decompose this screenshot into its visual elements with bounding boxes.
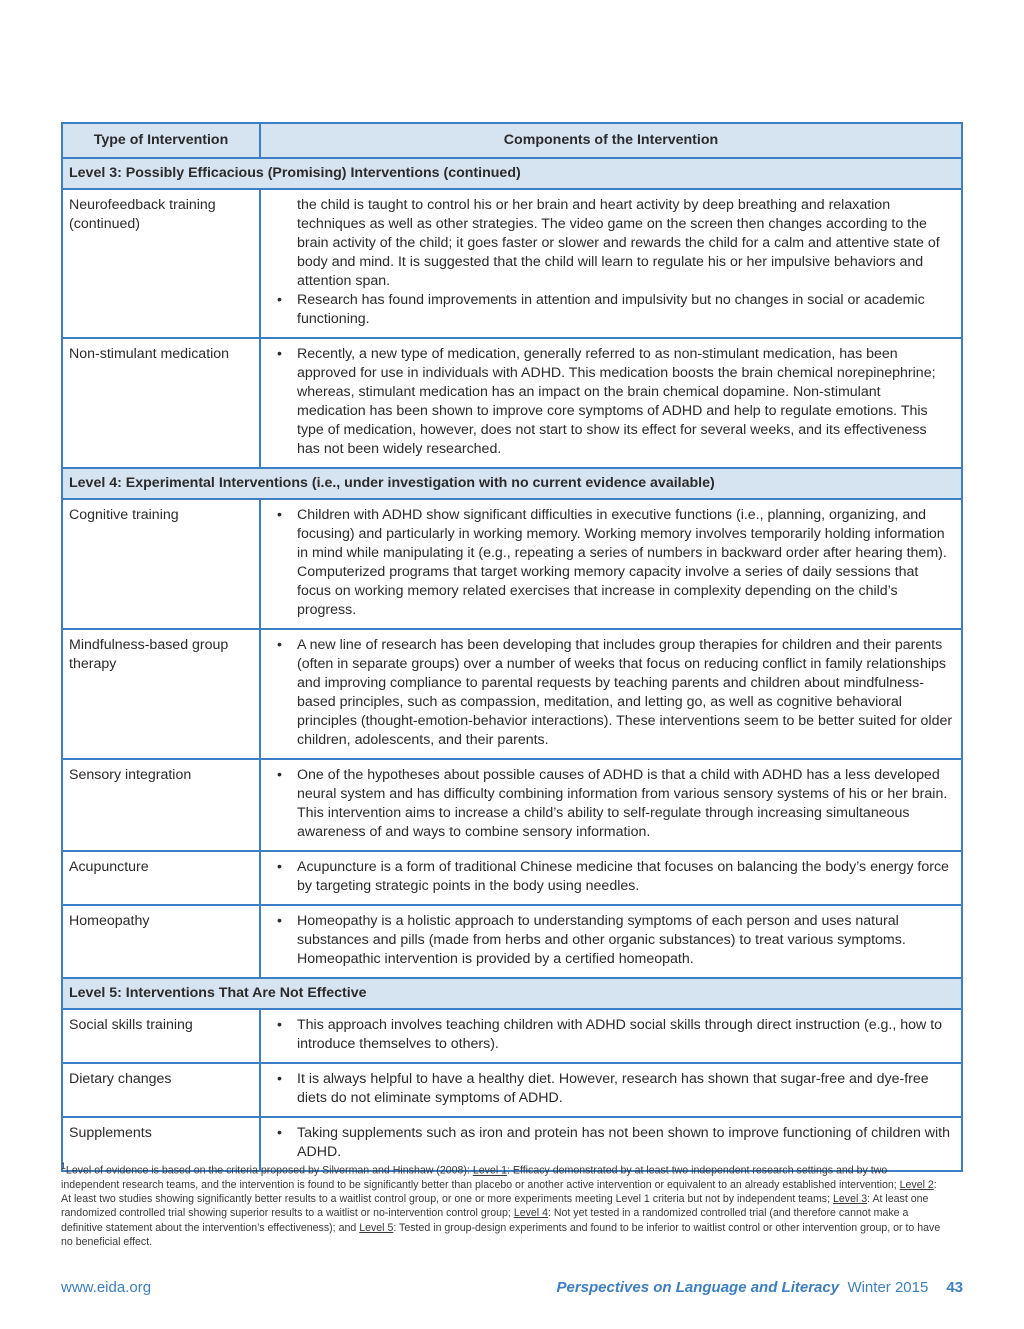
row-type: Mindfulness-based group therapy xyxy=(62,629,260,759)
footer-publication xyxy=(556,1279,963,1296)
table-row xyxy=(62,338,962,468)
row-type: Acupuncture xyxy=(62,851,260,905)
level-4-title: Level 4: Experimental Interventions (i.e., under investigation with no current evidence available) xyxy=(62,468,962,499)
row-components xyxy=(260,905,962,978)
row-components xyxy=(260,499,962,629)
level-3-title: Level 3: Possibly Efficacious (Promising) Interventions (continued) xyxy=(62,158,962,189)
component-text: the child is taught to control his or her brain and heart activity by deep breathing and relaxation techniques as well as other strategies. The video game on the screen then changes according to the brain activity of the child; it goes faster or slower and rewards the child for a calm and attentive state of body and mind. It is suggested that the child will learn to regulate his or her impulsive behaviors and attention span. xyxy=(297,197,940,289)
component-bullet: • Acupuncture is a form of traditional Chinese medicine that focuses on balancing the body’s energy force by targeting strategic points in the body using needles. xyxy=(275,858,953,896)
row-components xyxy=(260,1009,962,1063)
intervention-table xyxy=(61,122,963,1172)
component-bullet: • Homeopathy is a holistic approach to understanding symptoms of each person and uses natural substances and pills (made from herbs and other organic substances) to treat various symptoms. Homeopathic intervention is provided by a certified homeopath. xyxy=(275,912,953,969)
component-bullet: • One of the hypotheses about possible causes of ADHD is that a child with ADHD has a less developed neural system and has difficulty combining information from various sensory systems of his or her brain. This intervention aims to increase a child’s ability to self-regulate through increasing simultaneous awareness of and ways to combine sensory information. xyxy=(275,766,953,842)
table-row xyxy=(62,189,962,338)
footnote-level-2: Level 2 xyxy=(899,1178,934,1191)
table-row xyxy=(62,851,962,905)
row-components xyxy=(260,759,962,851)
row-type: Homeopathy xyxy=(62,905,260,978)
footer-journal: Perspectives on Language and Literacy xyxy=(556,1279,840,1296)
component-bullet: • Research has found improvements in attention and impulsivity but no changes in social or academic functioning. xyxy=(275,291,953,329)
row-type: Cognitive training xyxy=(62,499,260,629)
component-bullet: • A new line of research has been developing that includes group therapies for children and their parents (often in separate groups) over a number of weeks that focus on reducing conflict in family relationships and improving compliance to parental requests by teaching parents and children about mindfulness-based principles, such as compassion, meditation, and letting go, as well as cognitive behavioral principles (thought-emotion-behavior interactions). These interventions seem to be better suited for older children, adolescents, and their parents. xyxy=(275,636,953,750)
footnote-marker: 1 xyxy=(61,1161,66,1171)
row-components xyxy=(260,851,962,905)
footnote-level-1-text: : Efficacy demonstrated by at least two independent research settings and by two independent research teams, and the intervention is found to be significantly better than placebo or another active intervention or equivalent to an already established intervention; xyxy=(61,1164,900,1191)
footnote-level-5-text: : Tested in group-design experiments and found to be inferior to waitlist control or other intervention group, or to have no beneficial effect. xyxy=(61,1221,941,1249)
level-5-title: Level 5: Interventions That Are Not Effective xyxy=(62,978,962,1009)
table-header-row xyxy=(62,123,962,158)
footnote-level-4: Level 4 xyxy=(513,1207,548,1220)
row-components xyxy=(260,1063,962,1117)
level-5-row xyxy=(62,978,962,1009)
page-number: 43 xyxy=(946,1279,963,1296)
footnote xyxy=(61,1159,941,1249)
table-row xyxy=(62,759,962,851)
footnote-level-3: Level 3 xyxy=(832,1193,868,1206)
footnote-level-3-text: : At least one randomized controlled trial showing superior results to a waitlist or no-intervention control group; xyxy=(61,1193,929,1220)
row-type: Supplements xyxy=(62,1117,260,1171)
row-components xyxy=(260,629,962,759)
footnote-level-2-text: : At least two studies showing significantly better results to a waitlist control group, or one or more experiments meeting Level 1 criteria but not by independent teams; xyxy=(61,1178,937,1206)
row-components xyxy=(260,338,962,468)
level-4-row xyxy=(62,468,962,499)
row-type: Dietary changes xyxy=(62,1063,260,1117)
header-components: Components of the Intervention xyxy=(260,123,962,158)
table-row xyxy=(62,905,962,978)
footer-url[interactable]: www.eida.org xyxy=(61,1279,152,1296)
intervention-table-wrap xyxy=(61,122,963,1172)
component-bullet: • Recently, a new type of medication, generally referred to as non-stimulant medication, has been approved for use in individuals with ADHD. This medication boosts the brain chemical norepinephrine; whereas, stimulant medication has an impact on the brain chemical dopamine. Non-stimulant medication has been shown to improve core symptoms of ADHD and help to regulate emotions. This type of medication, however, does not start to show its effect for several weeks, and its effectiveness has not been widely researched. xyxy=(275,345,953,459)
row-type: Sensory integration xyxy=(62,759,260,851)
row-type: Non-stimulant medication xyxy=(62,338,260,468)
row-components xyxy=(260,189,962,338)
footnote-intro: Level of evidence is based on the criteria proposed by Silverman and Hinshaw (2008): xyxy=(65,1164,473,1177)
header-type: Type of Intervention xyxy=(62,123,260,158)
component-bullet: • Children with ADHD show significant difficulties in executive functions (i.e., planning, organizing, and focusing) and particularly in working memory. Working memory involves temporarily holding information in mind while manipulating it (e.g., repeating a series of numbers in backward order after hearing them). Computerized programs that target working memory capacity involve a series of daily sessions that focus on working memory related exercises that increase in complexity depending on the child’s progress. xyxy=(275,506,953,620)
table-row xyxy=(62,1063,962,1117)
page-footer xyxy=(61,1279,963,1303)
table-row xyxy=(62,1009,962,1063)
table-row xyxy=(62,499,962,629)
component-bullet: • Taking supplements such as iron and protein has not been shown to improve functioning of children with ADHD. xyxy=(275,1124,953,1162)
footnote-level-1: Level 1 xyxy=(472,1164,508,1177)
row-type: Neurofeedback training (continued) xyxy=(62,189,260,338)
component-bullet: • It is always helpful to have a healthy diet. However, research has shown that sugar-free and dye-free diets do not eliminate symptoms of ADHD. xyxy=(275,1070,953,1108)
table-row xyxy=(62,629,962,759)
row-type: Social skills training xyxy=(62,1009,260,1063)
footer-issue: Winter 2015 xyxy=(847,1279,929,1296)
footnote-level-4-text: : Not yet tested in a randomized controlled trial (and therefore cannot make a definitive statement about the intervention’s effectiveness); and xyxy=(61,1207,909,1234)
footnote-level-5: Level 5 xyxy=(359,1221,394,1234)
component-bullet: • This approach involves teaching children with ADHD social skills through direct instruction (e.g., how to introduce themselves to others). xyxy=(275,1016,953,1054)
level-3-row xyxy=(62,158,962,189)
